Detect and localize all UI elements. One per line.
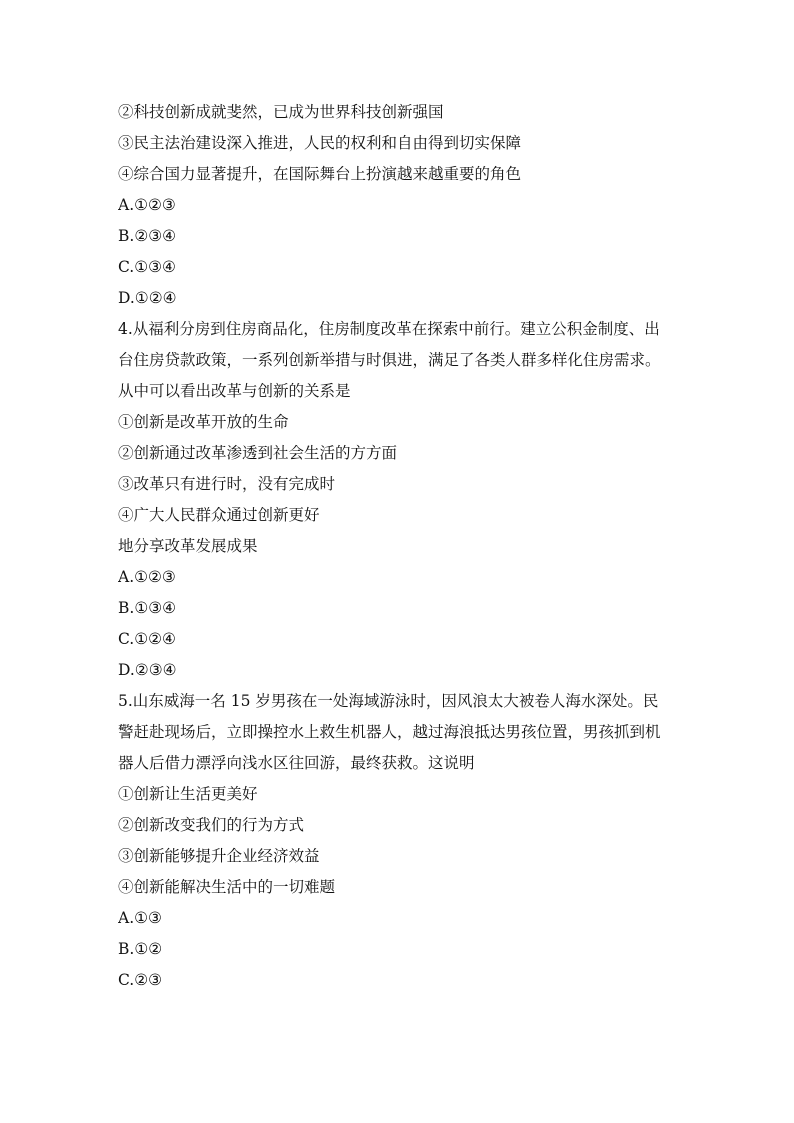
text-line: ②创新通过改革渗透到社会生活的方方面 [118,444,398,462]
option-line: B.②③④ [118,227,177,245]
text-line: ②科技创新成就斐然，已成为世界科技创新强国 [118,103,444,121]
option-line: A.①②③ [118,568,176,586]
text-line: ③创新能够提升企业经济效益 [118,847,320,865]
option-line: A.①②③ [118,196,176,214]
text-line: ①创新让生活更美好 [118,785,258,803]
option-line: B.①③④ [118,599,177,617]
question-line: 4.从福利分房到住房商品化，住房制度改革在探索中前行。建立公积金制度、出 [118,320,660,338]
text-line: ①创新是改革开放的生命 [118,413,289,431]
option-line: D.②③④ [118,661,177,679]
question-line: 器人后借力漂浮向浅水区往回游，最终获救。这说明 [118,754,475,772]
option-line: C.①③④ [118,258,176,276]
document-content [118,97,688,996]
text-line: ④创新能解决生活中的一切难题 [118,878,336,896]
text-line: ④综合国力显著提升，在国际舞台上扮演越来越重要的角色 [118,165,522,183]
option-line: C.②③ [118,971,163,989]
text-line: 地分享改革发展成果 [118,537,258,555]
question-line: 5.山东威海一名 15 岁男孩在一处海域游泳时，因风浪太大被卷人海水深处。民 [118,692,659,710]
option-line: A.①③ [118,909,162,927]
text-line: ③民主法治建设深入推进，人民的权利和自由得到切实保障 [118,134,522,152]
option-line: B.①② [118,940,163,958]
text-line: ②创新改变我们的行为方式 [118,816,305,834]
question-line: 台住房贷款政策，一系列创新举措与时俱进，满足了各类人群多样化住房需求。 [118,351,661,369]
text-line: ③改革只有进行时，没有完成时 [118,475,336,493]
question-line: 从中可以看出改革与创新的关系是 [118,382,351,400]
option-line: C.①②④ [118,630,176,648]
text-line: ④广大人民群众通过创新更好 [118,506,320,524]
question-line: 警赶赴现场后，立即操控水上救生机器人，越过海浪抵达男孩位置，男孩抓到机 [118,723,661,741]
option-line: D.①②④ [118,289,177,307]
